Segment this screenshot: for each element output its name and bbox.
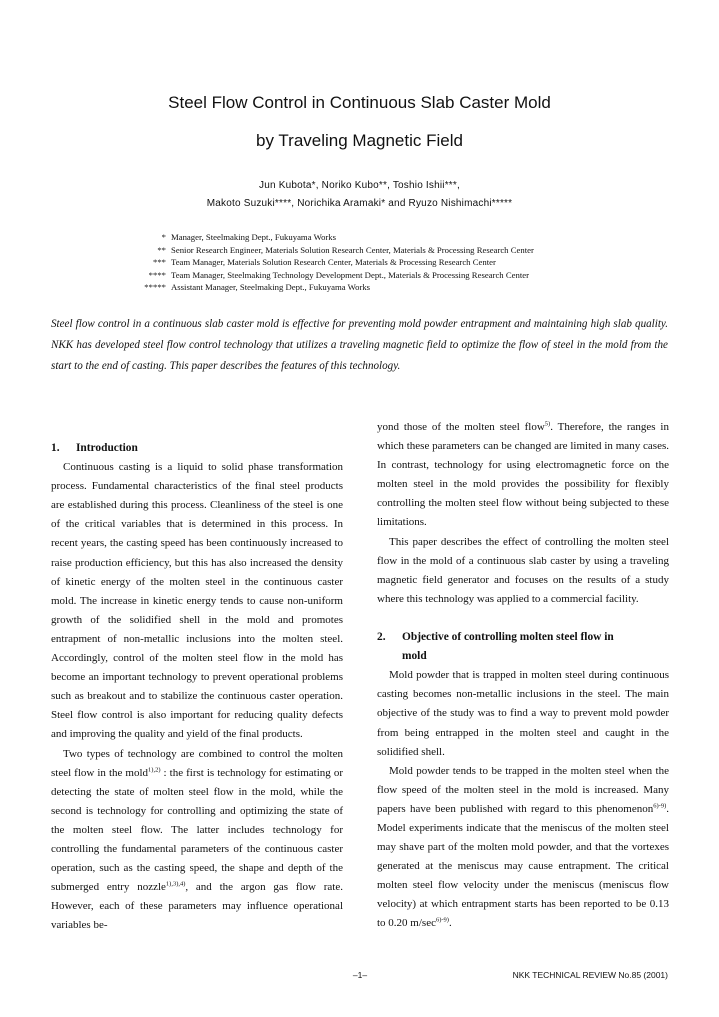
paragraph-text: . Therefore, the ranges in which these parameters can be changed are limited in many cases. In contrast, technology for using electromagnetic force on the molten steel in the mold provides the possibility for flexibly controlling the molten steel flow without being subjected to these limitations. [377, 421, 669, 529]
section-1-paragraph-3: This paper describes the effect of controlling the molten steel flow in the mold of a continuous slab caster by using a traveling magnetic field generator and focuses on the results of a study where this technology was applied to a commercial facility. [377, 535, 669, 605]
affiliation-mark: ***** [144, 282, 166, 292]
continued-paragraph [377, 418, 669, 533]
paragraph-text: yond those of the molten steel flow [377, 421, 545, 433]
affiliation-text: Assistant Manager, Steelmaking Dept., Fukuyama Works [171, 282, 371, 292]
affiliation-mark: * [161, 232, 166, 242]
authors-line-1: Jun Kubota*, Noriko Kubo**, Toshio Ishii***, [259, 180, 460, 191]
citation: 1),2) [148, 765, 161, 773]
journal-footer: NKK TECHNICAL REVIEW No.85 (2001) [512, 970, 668, 980]
left-column [51, 439, 343, 935]
paper-title-line-1: Steel Flow Control in Continuous Slab Caster Mold [168, 93, 551, 112]
section-title: Objective of controlling molten steel flow in [402, 631, 614, 644]
affiliations [0, 231, 719, 294]
affiliation-mark: *** [152, 257, 166, 267]
section-gap [377, 609, 669, 628]
paragraph-text: , and the argon gas flow rate. However, each of these parameters may influence operational variables be- [51, 881, 343, 932]
authors-line-2: Makoto Suzuki****, Norichika Aramaki* and Ryuzo Nishimachi***** [206, 198, 513, 209]
section-2-heading-line-2: mold [402, 650, 427, 663]
section-1-paragraph-1: Continuous casting is a liquid to solid phase transformation process. Fundamental characteristics of the final steel products are established during this process. Cleanliness of the steel is one of the critical variables that is determined in this process. In recent years, the casting speed has been continuously increased to raise production efficiency, but this has also increased the density of kinetic energy of the molten steel in the continuous caster mold. The increase in kinetic energy tends to cause non-uniform growth of the solidified shell in the mold and promotes entrapment of non-metallic inclusions into the molten steel. Accordingly, control of the molten steel flow in the mold has become an important technology to prevent operational problems such as breakout and to stabilize the continuous caster operation. Steel flow control is also important for reducing quality defects and improving the quality and yield of the final products. [51, 461, 343, 741]
paragraph-text: . Model experiments indicate that the meniscus of the molten steel may shave part of the molten mold powder, and that the vortexes generated at the meniscus may cause entrapment. The critical molten steel flow velocity under the meniscus (meniscus flow velocity) at which entrapment starts has been reported to be 0.13 to 0.20 m/sec [377, 802, 669, 930]
section-1-heading [51, 439, 343, 458]
affiliation-row [0, 244, 719, 257]
citation: 6)-9) [435, 916, 449, 924]
section-2-heading-line-1 [377, 628, 669, 647]
page-number: –1– [352, 970, 368, 980]
section-number: 2. [377, 631, 386, 644]
affiliation-mark: ** [157, 244, 166, 255]
affiliation-text: Senior Research Engineer, Materials Solution Research Center, Materials & Processing Research Center [171, 244, 534, 255]
paragraph-text: Mold powder tends to be trapped in the molten steel when the flow speed of the molten steel in the mold is increased. Many papers have been published with regard to this phenomenon [377, 764, 669, 815]
section-2-paragraph-2 [377, 762, 669, 934]
affiliation-text: Team Manager, Steelmaking Technology Development Dept., Materials & Processing Research Center [171, 269, 529, 280]
abstract: Steel flow control in a continuous slab caster mold is effective for preventing mold powder entrapment and maintaining high slab quality. NKK has developed steel flow control technology that utilizes a traveling magnetic field to optimize the flow of steel in the mold from the start to the end of casting. This paper describes the features of this technology. [51, 318, 668, 372]
paragraph-text: : the first is technology for estimating or detecting the state of molten steel flow in the mold, while the second is technology for controlling and optimizing the state of the molten steel flow. The latter includes technology for controlling the fundamental parameters of the continuous caster operation, such as the casting speed, the shape and depth of the submerged entry nozzle [51, 766, 343, 894]
affiliation-row [0, 231, 719, 244]
section-number: 1. [51, 442, 60, 454]
section-2-heading [377, 628, 669, 666]
section-title: Introduction [76, 442, 138, 454]
section-1-paragraph-2 [51, 745, 343, 936]
right-column [377, 418, 669, 934]
affiliation-row [0, 269, 719, 282]
section-2-paragraph-1: Mold powder that is trapped in molten steel during continuous casting becomes non-metallic inclusions in the steel. The main objective of the study was to find a way to prevent mold powder from being entrapped in the molten steel and caught in the solidified shell. [377, 669, 669, 758]
paragraph-text: Two types of technology are combined to control the molten steel flow in the mold [51, 747, 343, 779]
citation: 5) [544, 420, 551, 428]
citation: 1),3),4) [165, 880, 186, 888]
paper-title-line-2: by Traveling Magnetic Field [256, 131, 463, 150]
paragraph-text: . [448, 917, 452, 930]
affiliation-row [0, 256, 719, 269]
citation: 6)-9) [653, 802, 667, 810]
affiliation-mark: **** [148, 269, 166, 280]
affiliation-text: Manager, Steelmaking Dept., Fukuyama Works [171, 232, 337, 242]
affiliation-row [0, 281, 719, 294]
affiliation-text: Team Manager, Materials Solution Research Center, Materials & Processing Research Center [171, 257, 496, 267]
